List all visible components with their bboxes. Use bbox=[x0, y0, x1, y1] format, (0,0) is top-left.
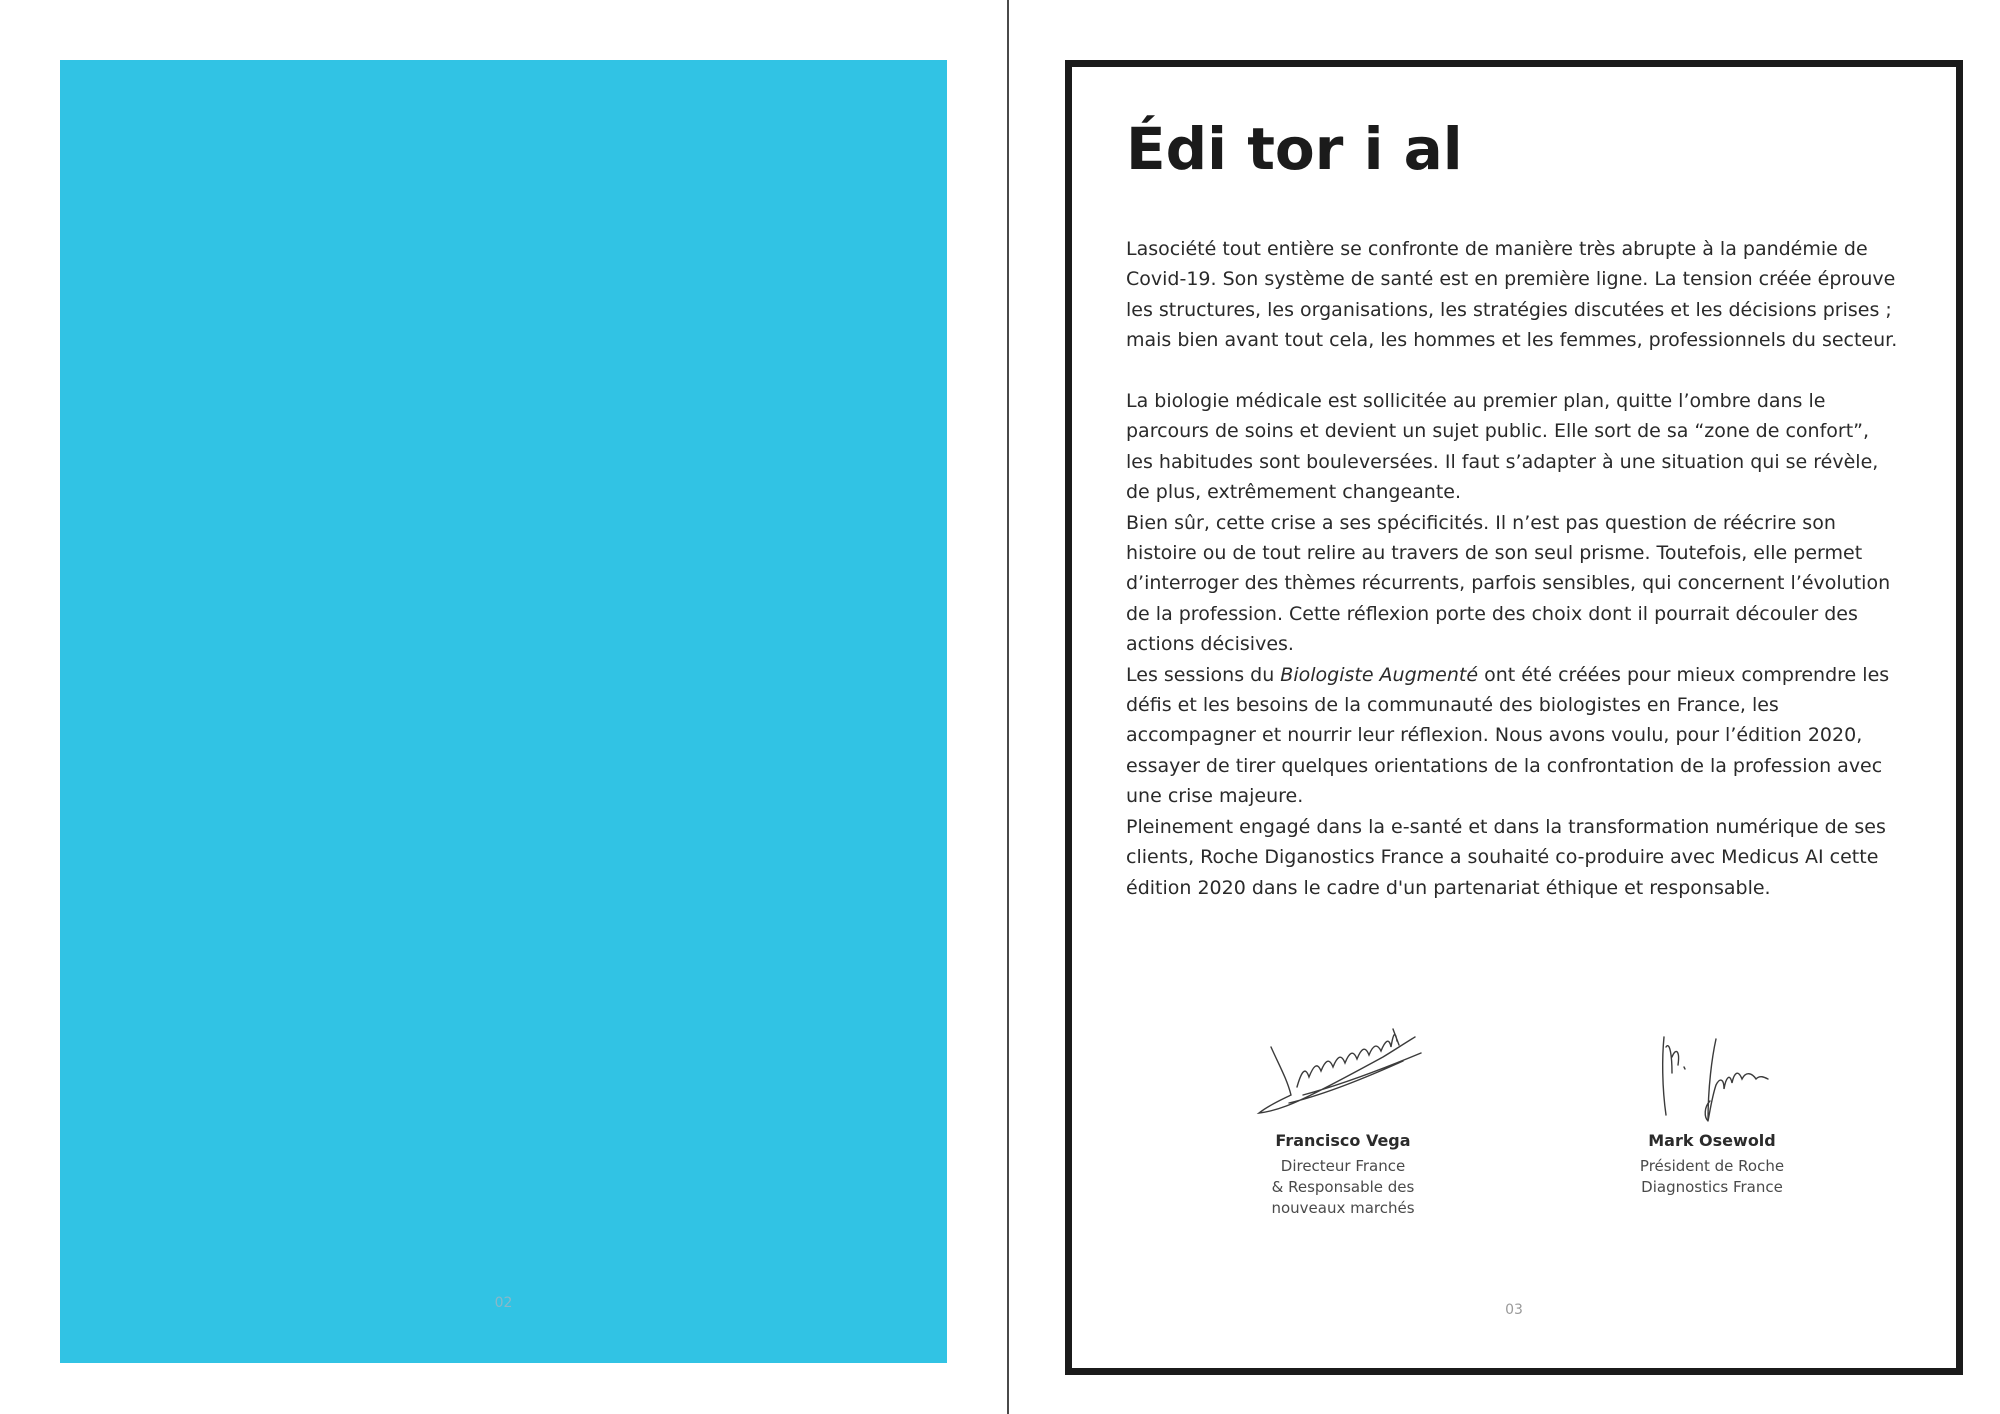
editorial-title: Édi tor i al bbox=[1126, 115, 1463, 183]
editorial-body bbox=[1126, 234, 1901, 903]
signatory-1-role-line: & Responsable des bbox=[1271, 1178, 1415, 1196]
right-page-number: 03 bbox=[1505, 1302, 1523, 1318]
signatory-2 bbox=[1582, 1017, 1842, 1198]
signatory-1 bbox=[1213, 1017, 1473, 1219]
left-page-blue-panel bbox=[60, 60, 947, 1363]
signatory-1-role-line: nouveaux marchés bbox=[1271, 1199, 1415, 1217]
left-page-number: 02 bbox=[494, 1295, 513, 1311]
signature-1-icon bbox=[1243, 1017, 1443, 1127]
right-page-editorial bbox=[1065, 60, 1963, 1375]
signature-2-icon bbox=[1612, 1017, 1812, 1127]
signatory-1-name: Francisco Vega bbox=[1275, 1131, 1411, 1150]
paragraph-4-end: ont été créées pour mieux comprendre les défis et les besoins de la communauté des biologistes en France, les accompagner et nourrir leur réflexion. Nous avons voulu, pour l’édition 2020, essayer de tirer quelques orientations de la confrontation de la profession avec une crise majeure. bbox=[1126, 663, 1890, 808]
paragraph-2: La biologie médicale est sollicitée au premier plan, quitte l’ombre dans le parcours de soins et devient un sujet public. Elle sort de sa “zone de confort”, les habitudes sont bouleversées. Il faut s’adapter à une situation qui se révèle, de plus, extrêmement changeante. bbox=[1126, 390, 1879, 504]
paragraph-1: Lasociété tout entière se confronte de manière très abrupte à la pandémie de Covid-19. Son système de santé est en première ligne. La tension créée éprouve les structures, les organisations, les stratégies discutées et les décisions prises ; mais bien avant tout cela, les hommes et les femmes, professionnels du secteur. bbox=[1126, 238, 1898, 352]
signatory-2-name: Mark Osewold bbox=[1648, 1131, 1776, 1150]
signatory-2-role-line: Diagnostics France bbox=[1641, 1178, 1783, 1196]
paragraph-4 bbox=[1126, 660, 1901, 812]
signatory-1-role bbox=[1213, 1156, 1473, 1219]
paragraph-3: Bien sûr, cette crise a ses spécificités. Il n’est pas question de réécrire son histoire ou de tout relire au travers de son seul prisme. Toutefois, elle permet d’interroger des thèmes récurrents, parfois sensibles, qui concernent l’évolution de la profession. Cette réflexion porte des choix dont il pourrait découler des actions décisives. bbox=[1126, 511, 1891, 656]
signatory-2-role bbox=[1582, 1156, 1842, 1198]
program-name: Biologiste Augmenté bbox=[1280, 663, 1479, 686]
paragraph-4-start: Les sessions du bbox=[1126, 663, 1281, 686]
signatory-2-role-line: Président de Roche bbox=[1639, 1157, 1785, 1175]
paragraph-5: Pleinement engagé dans la e-santé et dans la transformation numérique de ses clients, Roche Diganostics France a souhaité co-produire avec Medicus AI cette édition 2020 dans le cadre d'un partenariat éthique et responsable. bbox=[1126, 815, 1886, 899]
page-spine-divider bbox=[1007, 0, 1009, 1414]
signatory-1-role-line: Directeur France bbox=[1280, 1157, 1406, 1175]
